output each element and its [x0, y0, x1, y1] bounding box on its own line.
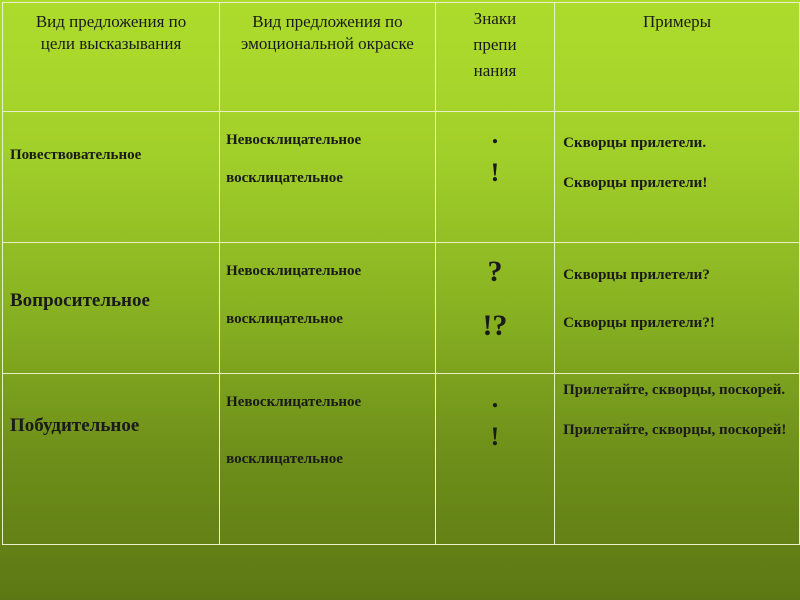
- emotional-non-exclamatory: Невосклицательное: [226, 394, 362, 410]
- punctuation-mark: .: [491, 120, 499, 149]
- sentence-type-cell: [3, 112, 220, 243]
- example-text: Скворцы прилетели?: [563, 267, 710, 283]
- emotional-non-exclamatory: Невосклицательное: [226, 132, 362, 148]
- sentence-type-interrogative: Вопросительное: [10, 290, 150, 311]
- header-punctuation: [435, 3, 554, 112]
- example-text: Прилетайте, скворцы, поскорей!: [563, 422, 787, 438]
- header-purpose: Вид предложения по цели высказывания: [3, 3, 220, 112]
- example-text: Прилетайте, скворцы, поскорей.: [563, 382, 786, 398]
- sentence-type-declarative: Повествовательное: [10, 147, 142, 163]
- punctuation-mark: !: [490, 158, 500, 187]
- sentence-type-cell: [3, 374, 220, 545]
- punctuation-mark: !: [490, 422, 500, 451]
- examples-cell: [555, 374, 800, 545]
- sentence-type-cell: [3, 243, 220, 374]
- examples-cell: [555, 112, 800, 243]
- example-text: Скворцы прилетели?!: [563, 315, 715, 331]
- examples-cell: [555, 243, 800, 374]
- sentence-types-table: [2, 2, 800, 545]
- emotional-cell: [220, 374, 436, 545]
- punctuation-cell: [435, 374, 554, 545]
- punctuation-cell: [435, 112, 554, 243]
- emotional-exclamatory: восклицательное: [226, 311, 343, 327]
- header-examples: Примеры: [555, 3, 800, 112]
- punctuation-mark: !?: [482, 309, 508, 342]
- header-row: [3, 3, 800, 112]
- example-text: Скворцы прилетели.: [563, 135, 707, 151]
- header-punctuation-line-2: препи: [473, 35, 517, 54]
- emotional-cell: [220, 243, 436, 374]
- punctuation-mark: .: [491, 384, 499, 413]
- table-row: [3, 243, 800, 374]
- punctuation-cell: [435, 243, 554, 374]
- emotional-non-exclamatory: Невосклицательное: [226, 263, 362, 279]
- header-punctuation-line-1: Знаки: [473, 9, 517, 28]
- emotional-cell: [220, 112, 436, 243]
- header-punctuation-line-3: нания: [473, 61, 517, 80]
- example-text: Скворцы прилетели!: [563, 175, 708, 191]
- emotional-exclamatory: восклицательное: [226, 170, 343, 186]
- sentence-type-imperative: Побудительное: [10, 415, 140, 436]
- table-row: [3, 112, 800, 243]
- table-row: [3, 374, 800, 545]
- emotional-exclamatory: восклицательное: [226, 451, 343, 467]
- header-emotional: Вид предложения по эмоциональной окраске: [220, 3, 436, 112]
- punctuation-mark: ?: [487, 255, 503, 288]
